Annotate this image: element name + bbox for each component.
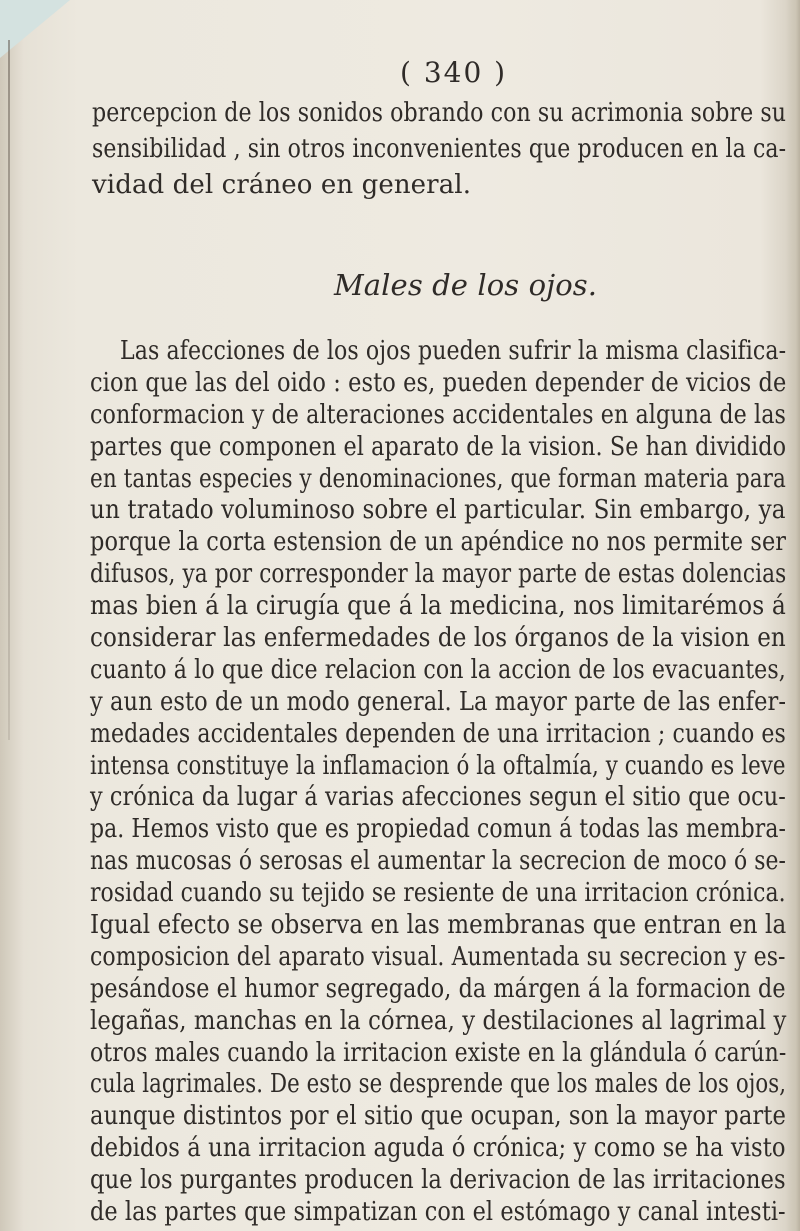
page-right-edge-shadow: [786, 0, 800, 1231]
text-line: rosidad cuando su tejido se resiente de una irritacion crónica.: [90, 878, 786, 909]
text-line: vidad del cráneo en general.: [92, 170, 472, 200]
text-line: nas mucosas ó serosas el aumentar la secrecion de moco ó se-: [90, 846, 787, 877]
page-number: ( 340 ): [400, 56, 508, 89]
text-line: intensa constituye la inflamacion ó la oftalmía, y cuando es leve: [90, 750, 786, 781]
text-line: debidos á una irritacion aguda ó crónica; y como se ha visto: [90, 1133, 786, 1164]
text-line: en tantas especies y denominaciones, que forman materia para: [90, 463, 786, 494]
text-line: Las afecciones de los ojos pueden sufrir la misma clasifica-: [120, 336, 787, 366]
text-line: legañas, manchas en la córnea, y destilaciones al lagrimal y: [90, 1005, 787, 1036]
text-line: difusos, ya por corresponder la mayor parte de estas dolencias: [90, 559, 787, 590]
text-line: sensibilidad , sin otros inconvenientes que producen en la ca-: [92, 134, 787, 164]
text-line: aunque distintos por el sitio que ocupan, son la mayor parte: [90, 1101, 786, 1132]
text-line: un tratado voluminoso sobre el particular. Sin embargo, ya: [90, 495, 786, 526]
text-line: percepcion de los sonidos obrando con su acrimonia sobre su: [92, 98, 787, 128]
text-line: y aun esto de un modo general. La mayor parte de las enfer-: [90, 686, 787, 717]
text-line: medades accidentales dependen de una irritacion ; cuando es: [90, 718, 786, 749]
text-line: composicion del aparato visual. Aumentada su secrecion y es-: [90, 941, 786, 972]
text-line: cion que las del oido : esto es, pueden depender de vicios de: [90, 367, 787, 398]
page-corner-fold: [0, 0, 70, 58]
text-line: considerar las enfermedades de los órganos de la vision en: [90, 623, 786, 653]
section-heading: Males de los ojos.: [334, 268, 598, 302]
text-line: y crónica da lugar á varias afecciones segun el sitio que ocu-: [90, 782, 786, 813]
text-line: mas bien á la cirugía que á la medicina, nos limitarémos á: [90, 591, 786, 622]
text-line: pesándose el humor segregado, da márgen á la formacion de: [90, 973, 786, 1004]
text-line: conformacion y de alteraciones accidentales en alguna de las: [90, 399, 786, 430]
text-line: que los purgantes producen la derivacion de las irritaciones: [90, 1165, 786, 1196]
text-line: cuanto á lo que dice relacion con la accion de los evacuantes,: [90, 654, 786, 685]
text-line: porque la corta estension de un apéndice no nos permite ser: [90, 527, 787, 558]
text-line: pa. Hemos visto que es propiedad comun á todas las membra-: [90, 814, 787, 845]
text-line: partes que componen el aparato de la vision. Se han dividido: [90, 431, 787, 462]
page-gutter-shadow: [8, 40, 10, 740]
text-line: otros males cuando la irritacion existe en la glándula ó carún-: [90, 1037, 787, 1068]
text-line: de las partes que simpatizan con el estómago y canal intesti-: [90, 1197, 786, 1227]
text-line: cula lagrimales. De esto se desprende que los males de los ojos,: [90, 1069, 787, 1100]
text-line: Igual efecto se observa en las membranas que entran en la: [90, 910, 787, 940]
